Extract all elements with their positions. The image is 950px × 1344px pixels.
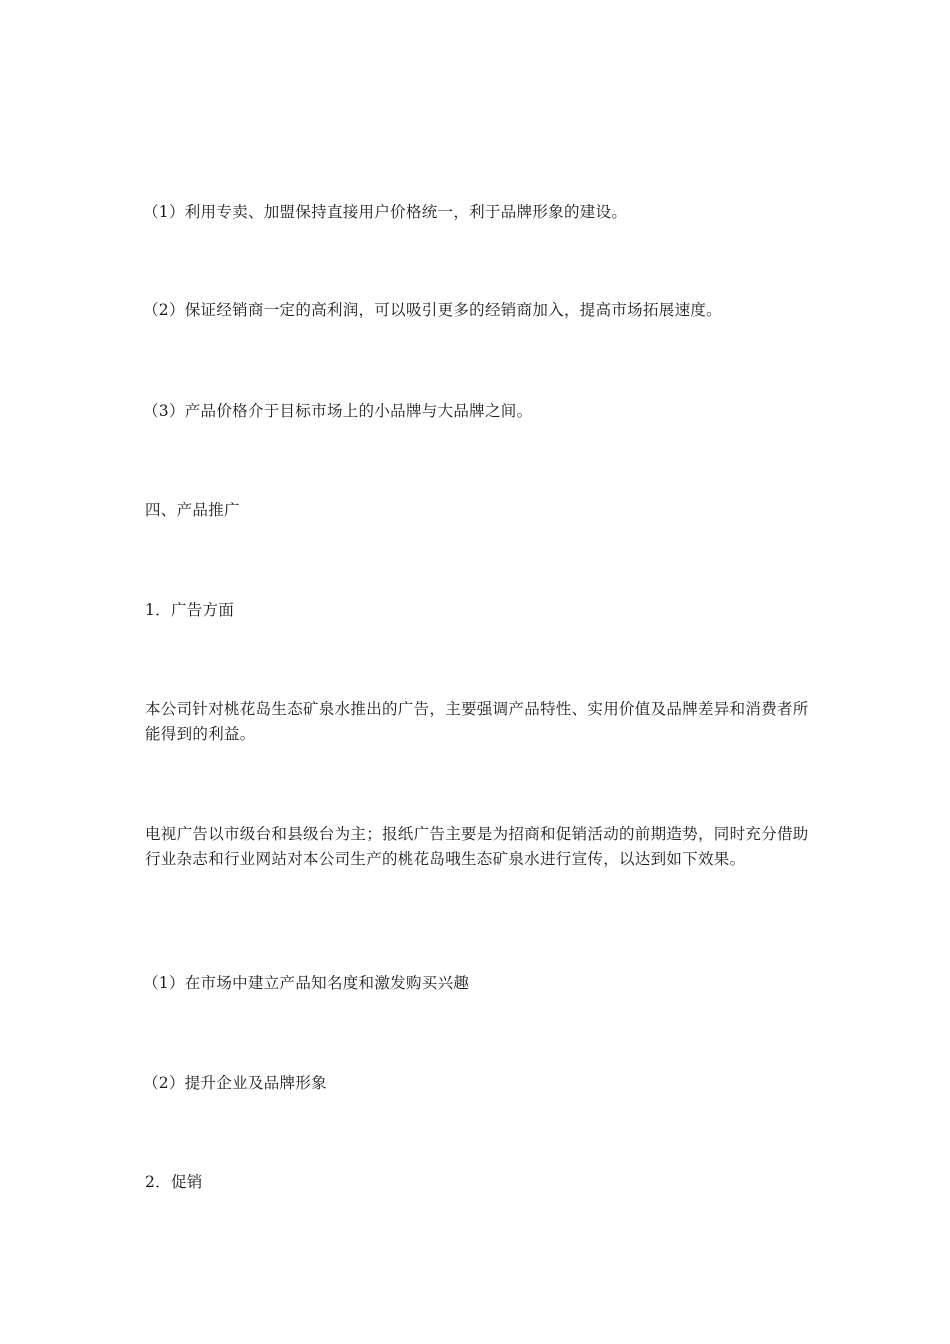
ad-paragraph-2: 电视广告以市级台和县级台为主；报纸广告主要是为招商和促销活动的前期造势，同时充分借助行业杂志和行业网站对本公司生产的桃花岛哦生态矿泉水进行宣传，以达到如下效果。 xyxy=(145,825,809,868)
pricing-point-2: （2）保证经销商一定的高利润，可以吸引更多的经销商加入，提高市场拓展速度。 xyxy=(143,301,722,319)
subsection-heading-advertising: 1．广告方面 xyxy=(145,601,235,619)
pricing-point-1: （1）利用专卖、加盟保持直接用户价格统一，利于品牌形象的建设。 xyxy=(143,203,628,221)
ad-paragraph-1: 本公司针对桃花岛生态矿泉水推出的广告，主要强调产品特性、实用价值及品牌差异和消费者所能得到的利益。 xyxy=(145,700,809,743)
ad-effect-1: （1）在市场中建立产品知名度和激发购买兴趣 xyxy=(143,974,470,992)
ad-effect-2: （2）提升企业及品牌形象 xyxy=(143,1074,327,1092)
subsection-heading-promotion: 2．促销 xyxy=(145,1173,203,1191)
section-heading-product-promotion: 四、产品推广 xyxy=(145,501,240,519)
pricing-point-3: （3）产品价格介于目标市场上的小品牌与大品牌之间。 xyxy=(143,402,533,420)
